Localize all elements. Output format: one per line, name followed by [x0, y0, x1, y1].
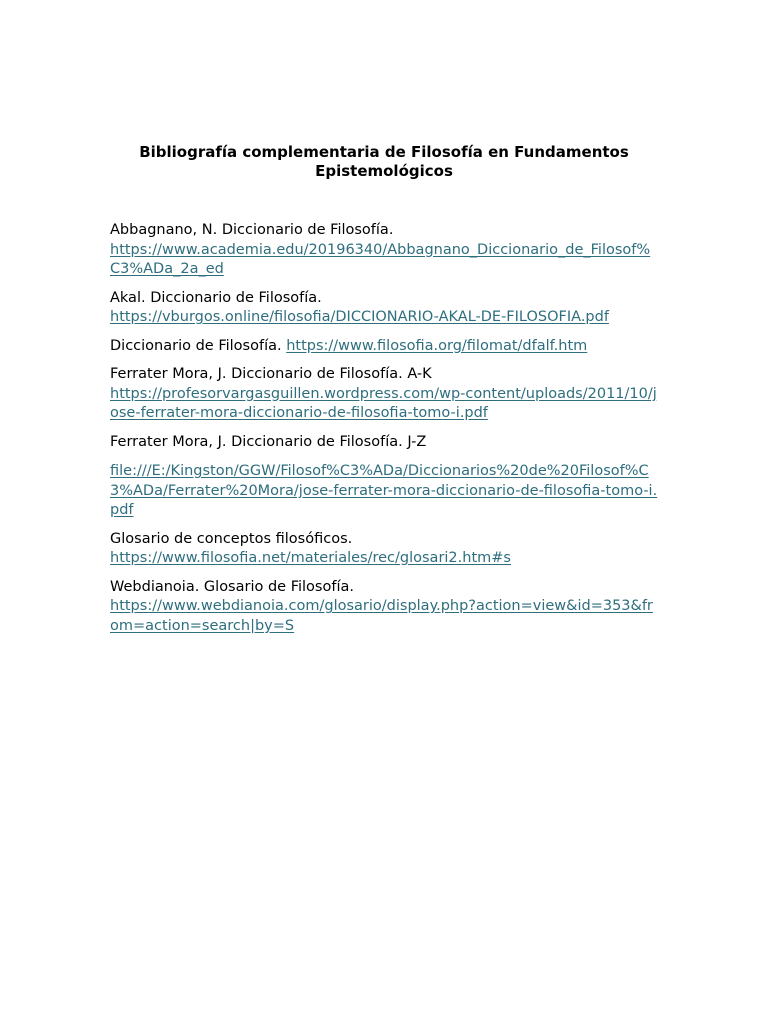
bibliography-entry — [110, 365, 658, 424]
entry-reference: Akal. Diccionario de Filosofía. — [110, 289, 322, 306]
bibliography-entry — [110, 530, 658, 569]
bibliography-entry — [110, 433, 658, 521]
entry-reference: Glosario de conceptos filosóficos. — [110, 530, 353, 547]
entry-reference: Webdianoia. Glosario de Filosofía. — [110, 578, 354, 595]
bibliography-entry — [110, 289, 658, 328]
entry-reference: Ferrater Mora, J. Diccionario de Filosofía. A-K — [110, 366, 432, 382]
entry-link[interactable]: https://www.academia.edu/20196340/Abbagnano_Diccionario_de_Filosof%C3%ADa_2a_ed — [110, 241, 651, 277]
entry-link[interactable]: file:///E:/Kingston/GGW/Filosof%C3%ADa/Diccionarios%20de%20Filosof%C3%ADa/Ferrater%20Mora/jose-ferrater-mora-diccionario-de-filosofia-tomo-i.pdf — [110, 463, 658, 518]
entry-reference: Ferrater Mora, J. Diccionario de Filosofía. J-Z — [110, 433, 427, 450]
entry-link[interactable]: https://www.webdianoia.com/glosario/display.php?action=view&id=353&from=action=search|by=S — [110, 598, 653, 634]
entry-reference: Diccionario de Filosofía. — [110, 337, 282, 354]
entry-link[interactable]: https://profesorvargasguillen.wordpress.com/wp-content/uploads/2011/10/jose-ferrater-mora-diccionario-de-filosofia-tomo-i.pdf — [110, 385, 657, 421]
bibliography-list — [110, 221, 658, 645]
entry-link[interactable]: https://www.filosofia.net/materiales/rec/glosari2.htm#s — [110, 550, 511, 566]
bibliography-entry — [110, 578, 658, 637]
bibliography-entry — [110, 221, 658, 280]
document-title: Bibliografía complementaria de Filosofía en Fundamentos Epistemológicos — [139, 143, 629, 180]
entry-reference: Abbagnano, N. Diccionario de Filosofía. — [110, 222, 394, 238]
entry-link[interactable]: https://www.filosofia.org/filomat/dfalf.htm — [286, 337, 588, 354]
entry-link[interactable]: https://vburgos.online/filosofia/DICCIONARIO-AKAL-DE-FILOSOFIA.pdf — [110, 309, 609, 325]
bibliography-entry — [110, 337, 658, 357]
